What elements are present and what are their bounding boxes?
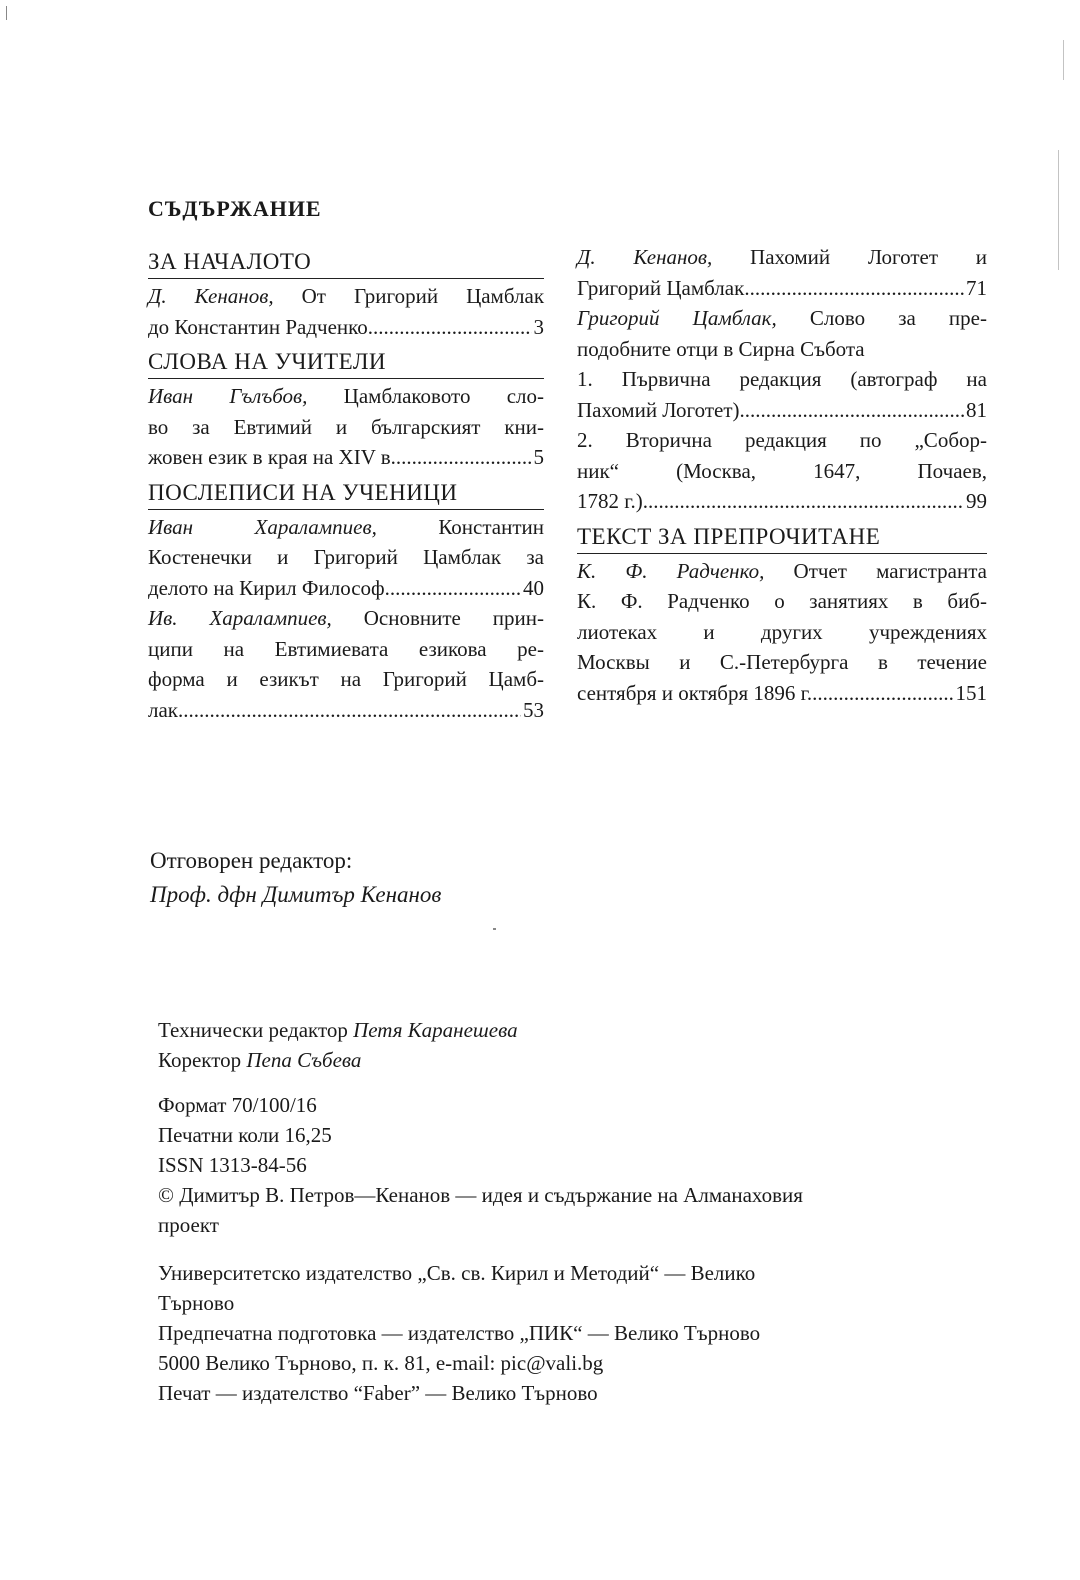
section-title-beginning: ЗА НАЧАЛОТО (148, 246, 544, 279)
page-number: 81 (966, 397, 987, 422)
section-title-teachers: СЛОВА НА УЧИТЕЛИ (148, 346, 544, 379)
editor-label: Отговорен редактор: (150, 848, 353, 873)
entry-author: Д. Кенанов, (577, 245, 713, 269)
scan-edge-mark (1063, 40, 1064, 80)
printing-line: Печат — издателство “Faber” — Велико Търново (158, 1381, 598, 1405)
imprint-staff (158, 1015, 998, 1075)
publisher-line-2: Търново (158, 1291, 235, 1315)
address-line: 5000 Велико Търново, п. к. 81, e-mail: pic@vali.bg (158, 1351, 604, 1375)
entry-author: Иван Харалампиев, (148, 514, 377, 539)
page-number: 99 (966, 489, 987, 513)
entry-author: Д. Кенанов, (148, 284, 274, 308)
imprint-publisher (158, 1258, 998, 1408)
copyright-line-2: проект (158, 1213, 219, 1237)
page-number: 5 (533, 445, 544, 469)
entry-author: Григорий Цамблак, (577, 306, 777, 330)
scan-mark (6, 6, 7, 20)
tech-editor-label: Технически редактор (158, 1018, 348, 1042)
responsible-editor (150, 844, 441, 912)
issn-line: ISSN 1313-84-56 (158, 1153, 307, 1177)
format-line: Формат 70/100/16 (158, 1093, 317, 1117)
copyright-line-1: © Димитър В. Петров—Кенанов — идея и съдържание на Алманаховия (158, 1183, 803, 1207)
proofreader-label: Коректор (158, 1048, 242, 1072)
section-title-reread: ТЕКСТ ЗА ПРЕПРОЧИТАНЕ (577, 521, 987, 554)
proofreader-name: Пепа Събева (246, 1048, 362, 1072)
toc-left-column (148, 246, 544, 725)
entry-author: К. Ф. Радченко, (577, 558, 765, 583)
entry-author: Иван Гълъбов, (148, 384, 308, 408)
page-number: 53 (523, 697, 544, 722)
scan-edge-mark (1058, 150, 1059, 270)
tech-editor-name: Петя Каранешева (353, 1018, 518, 1042)
publisher-line-1: Университетско издателство „Св. св. Кирил и Методий“ — Велико (158, 1261, 756, 1285)
page-number: 151 (955, 680, 987, 705)
imprint-details (158, 1090, 998, 1240)
page-number: 3 (533, 314, 544, 339)
toc-right-column (577, 242, 987, 708)
toc-entry-kenanov-1[interactable]: Д. Кенанов, От Григорий Цамблак до Константин Радченко ..... 3 (148, 281, 544, 342)
toc-entry-haralampiev-1[interactable]: Иван Харалампиев, Константин Костенечки и Григорий Цамблак за делото на Кирил Философ ..... 40 (148, 512, 544, 604)
toc-entry-galabov[interactable]: Иван Гълъбов, Цамблаковото сло- во за Евтимий и българският кни- жовен език в края на XIV в. ..... 5 (148, 381, 544, 473)
toc-entry-radchenko[interactable]: К. Ф. Радченко, Отчет магистранта К. Ф. Радченко о занятиях в биб- лиотеках и других учреждениях Москвы и С.-Петербурга в течение сентября и октября 1896 г. ..... 151 (577, 556, 987, 709)
toc-entry-haralampiev-2[interactable]: Ив. Харалампиев, Основните прин- ципи на Евтимиевата езикова ре- форма и езикът на Григорий Цамб- лак ..... 53 (148, 603, 544, 725)
scan-dot (493, 928, 496, 930)
contents-title: СЪДЪРЖАНИЕ (148, 196, 322, 221)
toc-entry-tsamblak[interactable]: Григорий Цамблак, Слово за пре- подобните отци в Сирна Събота (577, 306, 987, 361)
editor-name: Проф. дфн Димитър Кенанов (150, 882, 442, 907)
section-title-students: ПОСЛЕПИСИ НА УЧЕНИЦИ (148, 477, 544, 510)
entry-author: Ив. Харалампиев, (148, 606, 332, 630)
sheets-line: Печатни коли 16,25 (158, 1123, 332, 1147)
page-number: 71 (966, 275, 987, 300)
page-number: 40 (523, 575, 544, 600)
toc-entry-secondary-redaction[interactable]: 2. Вторична редакция по „Собор- ник“ (Москва, 1647, Почаев, 1782 г.) ..... 99 (577, 425, 987, 517)
toc-entry-kenanov-2[interactable]: Д. Кенанов, Пахомий Логотет и Григорий Цамблак ..... 71 (577, 242, 987, 303)
toc-entry-primary-redaction[interactable]: 1. Първична редакция (автограф на Пахомий Логотет) ..... 81 (577, 364, 987, 425)
prepress-line: Предпечатна подготовка — издателство „ПИК“ — Велико Търново (158, 1321, 761, 1345)
